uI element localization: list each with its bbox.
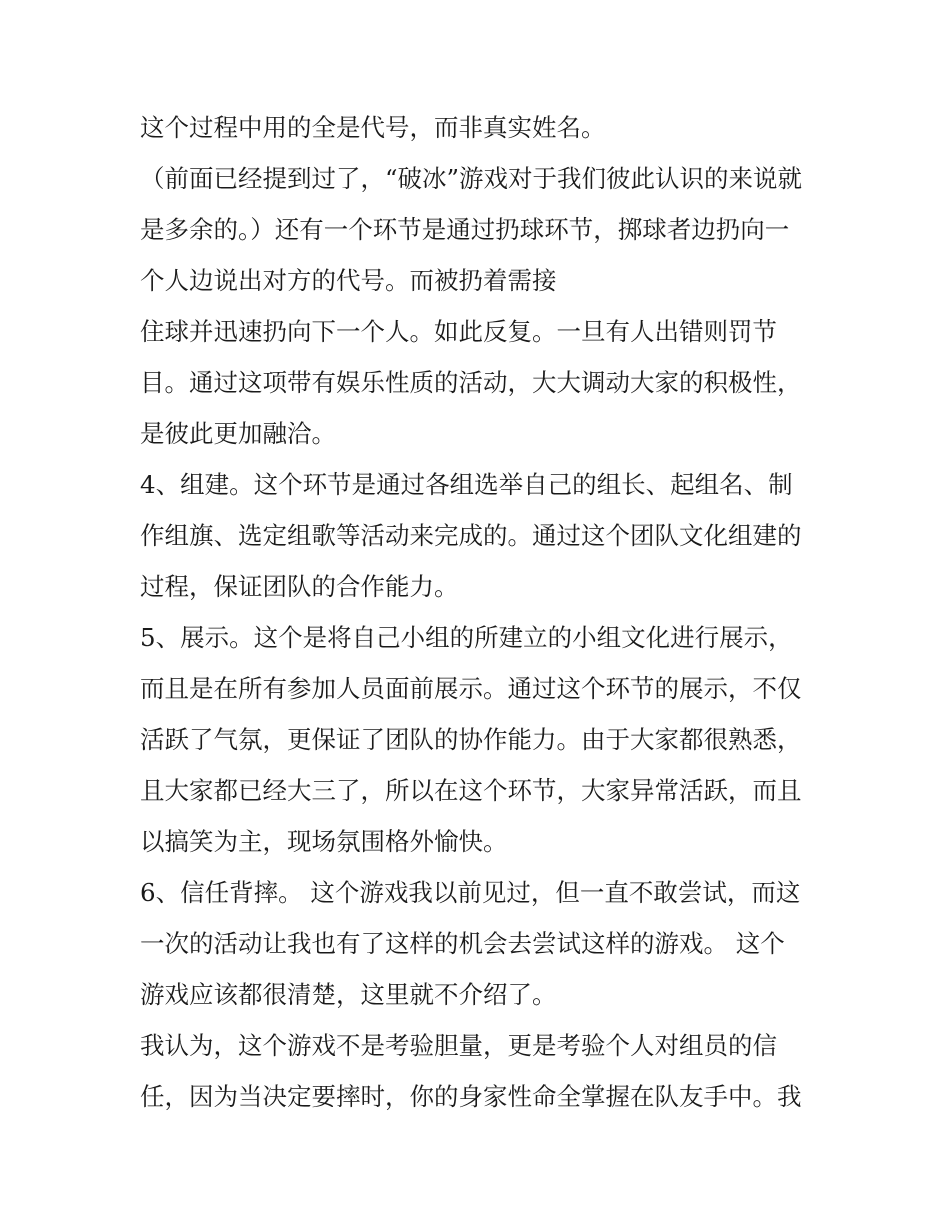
text-line: 目。通过这项带有娱乐性质的活动，大大调动大家的积极性， — [140, 368, 802, 397]
text-line: 任，因为当决定要摔时，你的身家性命全掌握在队友手中。我 — [140, 1082, 802, 1111]
text-line: 以搞笑为主，现场氛围格外愉快。 — [140, 827, 508, 856]
text-line: 一次的活动让我也有了这样的机会去尝试这样的游戏。 这个 — [140, 929, 785, 958]
text-line: 活跃了气氛，更保证了团队的协作能力。由于大家都很熟悉， — [140, 725, 802, 754]
section-heading-line: 6、信任背摔。 这个游戏我以前见过，但一直不敢尝试，而这 — [140, 878, 801, 907]
text-line: 作组旗、选定组歌等活动来完成的。通过这个团队文化组建的 — [140, 521, 802, 550]
text-line: 游戏应该都很清楚，这里就不介绍了。 — [140, 980, 557, 1009]
text-line: 住球并迅速扔向下一个人。如此反复。一旦有人出错则罚节 — [140, 317, 777, 346]
text-line: 这个过程中用的全是代号，而非真实姓名。 — [140, 113, 606, 142]
text-line: 且大家都已经大三了，所以在这个环节，大家异常活跃，而且 — [140, 776, 802, 805]
section-heading-line: 5、展示。这个是将自己小组的所建立的小组文化进行展示， — [140, 623, 793, 652]
text-line: 而且是在所有参加人员面前展示。通过这个环节的展示，不仅 — [140, 674, 802, 703]
text-line: 个人边说出对方的代号。而被扔着需接 — [140, 266, 557, 295]
section-heading-line: 4、组建。这个环节是通过各组选举自己的组长、起组名、制 — [140, 470, 793, 499]
text-line: （前面已经提到过了，“破冰”游戏对于我们彼此认识的来说就 — [140, 164, 803, 193]
text-line: 我认为，这个游戏不是考验胆量，更是考验个人对组员的信 — [140, 1031, 777, 1060]
text-line: 是彼此更加融洽。 — [140, 419, 336, 448]
text-line: 过程，保证团队的合作能力。 — [140, 572, 459, 601]
text-line: 是多余的。）还有一个环节是通过扔球环节，掷球者边扔向一 — [140, 215, 790, 244]
